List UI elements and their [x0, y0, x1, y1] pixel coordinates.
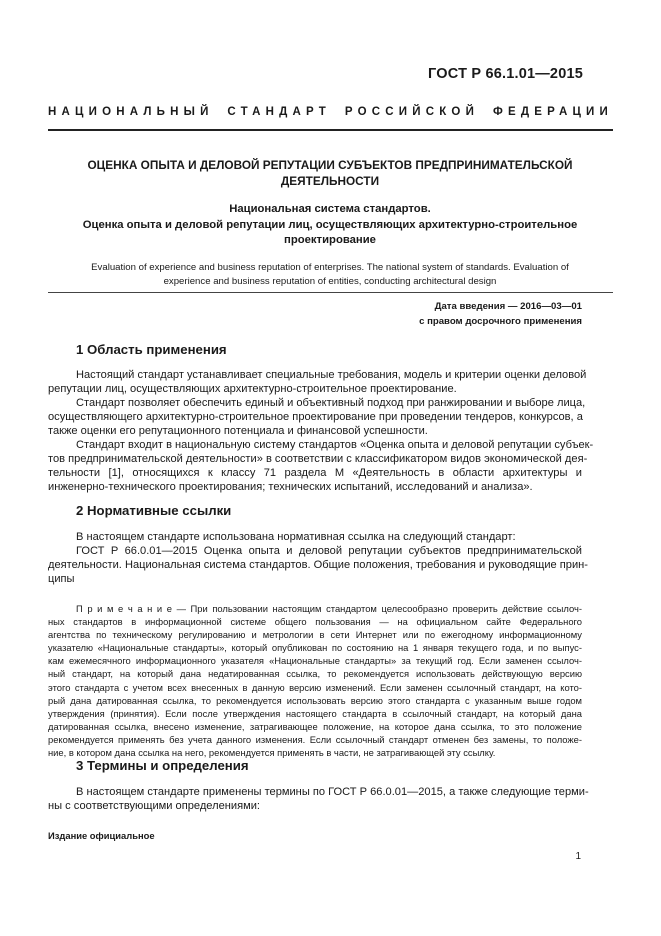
note-label: П р и м е ч а н и е	[76, 603, 172, 614]
title-divider	[48, 292, 613, 293]
note-line: агентства по техническому регулированию и метрологии в сети Интернет или по ежегодному информационному	[48, 629, 582, 641]
text-line: тов предпринимательской деятельности» в соответствии с классификатором видов экономической дея-	[48, 453, 588, 465]
subtitle-line: Оценка опыта и деловой репутации лиц, осуществляющих архитектурно-строительное	[82, 218, 578, 231]
note-line: рый дана датированная ссылка, то рекомендуется использовать версию этого стандарта с указанным выше годом	[48, 694, 582, 706]
text-line: репутации лиц, осуществляющих архитектурно-строительное проектирование.	[48, 383, 457, 395]
section-heading-normative-references: 2 Нормативные ссылки	[76, 503, 232, 518]
note-line: датированная ссылка, внесено изменение, затрагивающее положение, на которое дана ссылка, то это положение	[48, 720, 582, 732]
text-line: ны с соответствующими определениями:	[48, 800, 260, 812]
subtitle-line: Национальная система стандартов.	[229, 203, 431, 215]
section-heading-terms: 3 Термины и определения	[76, 758, 249, 773]
note-line: рекомендуется применять без учета данного изменения. Если ссылочный стандарт отменен без замены, то положе-	[48, 733, 582, 745]
note-line	[48, 602, 582, 615]
official-edition-label: Издание официальное	[48, 830, 155, 841]
introduction-date	[419, 299, 582, 329]
national-standard-banner: НАЦИОНАЛЬНЫЙ СТАНДАРТ РОССИЙСКОЙ ФЕДЕРАЦИИ	[48, 106, 613, 118]
note-line: утверждения (принятия). Если после утверждения настоящего стандарта в ссылочный стандарт, на который дана	[48, 707, 582, 719]
english-title-line: experience and business reputation of entities, conducting architectural design	[163, 275, 497, 287]
introduction-date-line: Дата введения — 2016—03—01	[434, 301, 582, 312]
note-line: ный стандарт, на который дана недатированная ссылка, то рекомендуется использовать действующую версию	[48, 668, 582, 680]
text-line: ГОСТ Р 66.0.01—2015 Оценка опыта и деловой репутации субъектов предпринимательской	[76, 545, 582, 557]
text-line: тельности [1], относящихся к классу 71 раздела М «Деятельность в области архитектуры и	[48, 467, 582, 479]
text-line: В настоящем стандарте применены термины по ГОСТ Р 66.0.01—2015, а также следующие терми-	[76, 786, 589, 798]
english-title	[60, 261, 600, 288]
note-line: этого стандарта с учетом всех внесенных в данную версию изменений. Если заменен ссылочный стандарт, на кото-	[48, 681, 582, 693]
text-line: Стандарт позволяет обеспечить единый и объективный подход при ранжировании и выборе лица,	[76, 397, 586, 409]
note-line: ние, в котором дана ссылка на него, рекомендуется применять в части, не затрагивающей эту ссылку.	[48, 747, 496, 759]
text-line: деятельности. Национальная система стандартов. Общие положения, требования и руководящие прин-	[48, 559, 588, 571]
note-line: ных стандартов в информационной системе общего пользования — на официальном сайте Федерального	[48, 616, 582, 628]
text-line: Стандарт входит в национальную систему стандартов «Оценка опыта и деловой репутации субъек-	[76, 439, 594, 451]
title-line: ОЦЕНКА ОПЫТА И ДЕЛОВОЙ РЕПУТАЦИИ СУБЪЕКТОВ ПРЕДПРИНИМАТЕЛЬСКОЙ	[87, 158, 573, 172]
section-body-terms	[48, 785, 589, 813]
section-heading-scope: 1 Область применения	[76, 342, 227, 357]
note-line: указателю «Национальные стандарты», который опубликован по состоянию на 1 января текущего года, и по выпус-	[48, 642, 582, 654]
note-text: — При пользовании настоящим стандартом целесообразно проверить действие ссылоч-	[176, 603, 582, 614]
text-line: Настоящий стандарт устанавливает специальные требования, модель и критерии оценки деловой	[76, 369, 587, 381]
page-number: 1	[575, 851, 581, 862]
document-title	[60, 157, 600, 189]
text-line: ципы	[48, 573, 75, 585]
note-line: кам ежемесячного информационного указателя «Национальные стандарты» за текущий год. Если заменен ссылоч-	[48, 655, 582, 667]
section-body-normative-references	[48, 530, 588, 586]
section-body-scope	[48, 368, 594, 494]
note-block	[48, 602, 582, 759]
text-line: также оценки его репутационного потенциала и финансовой успешности.	[48, 425, 428, 437]
early-application-line: с правом досрочного применения	[419, 316, 582, 327]
document-subtitle	[60, 202, 600, 249]
subtitle-line: проектирование	[284, 234, 376, 246]
english-title-line: Evaluation of experience and business reputation of enterprises. The national system of standards. Evaluation of	[91, 262, 569, 273]
title-line: ДЕЯТЕЛЬНОСТИ	[280, 174, 380, 188]
header-divider	[48, 129, 613, 131]
document-number: ГОСТ Р 66.1.01—2015	[428, 66, 583, 82]
text-line: инженерно-технического проектирования; технических испытаний, исследований и анализа».	[48, 481, 533, 493]
text-line: В настоящем стандарте использована нормативная ссылка на следующий стандарт:	[76, 531, 516, 543]
text-line: осуществляющего архитектурно-строительное проектирование при проведении тендеров, конкурсов, а	[48, 411, 583, 423]
